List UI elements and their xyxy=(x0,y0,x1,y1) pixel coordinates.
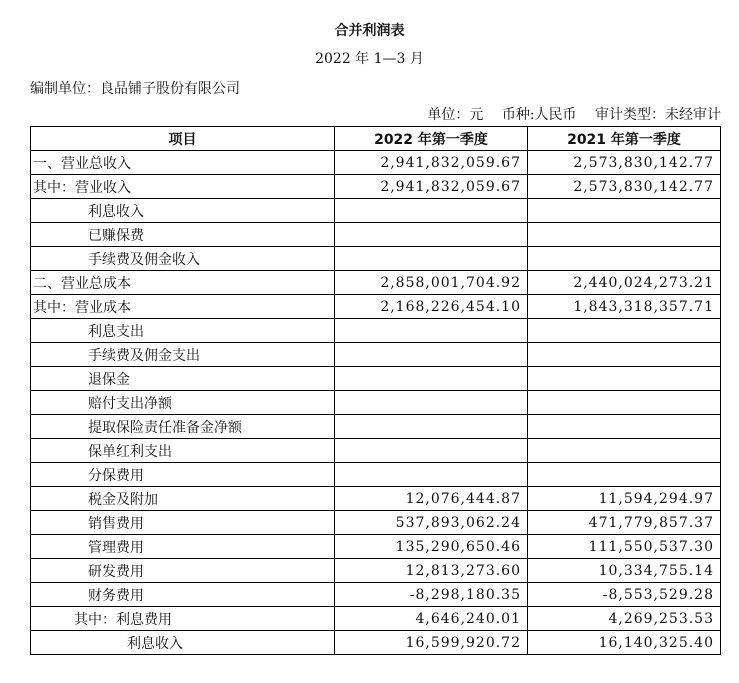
row-item-label: 利息收入 xyxy=(31,199,335,223)
prior-period-value xyxy=(528,367,721,391)
table-row xyxy=(31,439,721,463)
table-row xyxy=(31,559,721,583)
table-row xyxy=(31,391,721,415)
prior-period-value: 11,594,294.97 xyxy=(528,487,721,511)
row-item-label: 利息支出 xyxy=(31,319,335,343)
row-item-label: 其中：利息费用 xyxy=(31,607,335,631)
row-item-label: 一、营业总收入 xyxy=(31,151,335,175)
table-row xyxy=(31,247,721,271)
current-period-value xyxy=(335,439,528,463)
audit-type-label: 审计类型：未经审计 xyxy=(595,107,721,123)
column-header-prior: 2021 年第一季度 xyxy=(528,127,721,151)
current-period-value xyxy=(335,367,528,391)
current-period-value xyxy=(335,247,528,271)
current-period-value: 2,168,226,454.10 xyxy=(335,295,528,319)
prior-period-value: 111,550,537.30 xyxy=(528,535,721,559)
table-body xyxy=(31,151,721,655)
table-row xyxy=(31,535,721,559)
row-item-label: 其中：营业成本 xyxy=(31,295,335,319)
current-period-value xyxy=(335,391,528,415)
prior-period-value xyxy=(528,199,721,223)
income-statement-table xyxy=(30,126,721,655)
prior-period-value xyxy=(528,415,721,439)
current-period-value: 4,646,240.01 xyxy=(335,607,528,631)
row-item-label: 提取保险责任准备金净额 xyxy=(31,415,335,439)
row-item-label: 税金及附加 xyxy=(31,487,335,511)
current-period-value xyxy=(335,415,528,439)
table-row xyxy=(31,511,721,535)
row-item-label: 保单红利支出 xyxy=(31,439,335,463)
row-item-label: 赔付支出净额 xyxy=(31,391,335,415)
current-period-value: 12,813,273.60 xyxy=(335,559,528,583)
prior-period-value xyxy=(528,391,721,415)
row-item-label: 研发费用 xyxy=(31,559,335,583)
prior-period-value: 2,440,024,273.21 xyxy=(528,271,721,295)
row-item-label: 二、营业总成本 xyxy=(31,271,335,295)
table-row xyxy=(31,487,721,511)
table-row xyxy=(31,199,721,223)
current-period-value xyxy=(335,463,528,487)
table-row xyxy=(31,583,721,607)
current-period-value xyxy=(335,199,528,223)
report-period: 2022 年 1—3 月 xyxy=(315,51,424,67)
table-row xyxy=(31,463,721,487)
column-header-current: 2022 年第一季度 xyxy=(335,127,528,151)
unit-label: 单位：元 xyxy=(427,107,484,123)
column-header-item: 项目 xyxy=(31,127,335,151)
prior-period-value xyxy=(528,247,721,271)
prior-period-value: -8,553,529.28 xyxy=(528,583,721,607)
row-item-label: 财务费用 xyxy=(31,583,335,607)
row-item-label: 管理费用 xyxy=(31,535,335,559)
current-period-value: 16,599,920.72 xyxy=(335,631,528,655)
table-row xyxy=(31,295,721,319)
table-row xyxy=(31,631,721,655)
unit-line xyxy=(413,104,721,124)
prior-period-value xyxy=(528,343,721,367)
table-row xyxy=(31,151,721,175)
table-row xyxy=(31,607,721,631)
table-header-row xyxy=(31,127,721,151)
prior-period-value: 471,779,857.37 xyxy=(528,511,721,535)
row-item-label: 手续费及佣金收入 xyxy=(31,247,335,271)
row-item-label: 其中：营业收入 xyxy=(31,175,335,199)
prior-period-value: 4,269,253.53 xyxy=(528,607,721,631)
prior-period-value: 1,843,318,357.71 xyxy=(528,295,721,319)
current-period-value xyxy=(335,223,528,247)
current-period-value xyxy=(335,343,528,367)
row-item-label: 手续费及佣金支出 xyxy=(31,343,335,367)
current-period-value: -8,298,180.35 xyxy=(335,583,528,607)
table-row xyxy=(31,367,721,391)
table-row xyxy=(31,415,721,439)
current-period-value: 2,941,832,059.67 xyxy=(335,175,528,199)
table-row xyxy=(31,271,721,295)
row-item-label: 利息收入 xyxy=(31,631,335,655)
row-item-label: 已赚保费 xyxy=(31,223,335,247)
current-period-value: 12,076,444.87 xyxy=(335,487,528,511)
prior-period-value xyxy=(528,319,721,343)
current-period-value xyxy=(335,319,528,343)
table-row xyxy=(31,319,721,343)
current-period-value: 135,290,650.46 xyxy=(335,535,528,559)
report-title: 合并利润表 xyxy=(334,23,405,39)
table-row xyxy=(31,223,721,247)
prior-period-value: 16,140,325.40 xyxy=(528,631,721,655)
prior-period-value: 2,573,830,142.77 xyxy=(528,175,721,199)
prior-period-value xyxy=(528,223,721,247)
current-period-value: 2,941,832,059.67 xyxy=(335,151,528,175)
table-row xyxy=(31,175,721,199)
company-name: 编制单位：良品铺子股份有限公司 xyxy=(30,81,240,97)
current-period-value: 537,893,062.24 xyxy=(335,511,528,535)
prior-period-value xyxy=(528,439,721,463)
row-item-label: 销售费用 xyxy=(31,511,335,535)
prior-period-value xyxy=(528,463,721,487)
row-item-label: 分保费用 xyxy=(31,463,335,487)
current-period-value: 2,858,001,704.92 xyxy=(335,271,528,295)
table-row xyxy=(31,343,721,367)
row-item-label: 退保金 xyxy=(31,367,335,391)
prior-period-value: 10,334,755.14 xyxy=(528,559,721,583)
prior-period-value: 2,573,830,142.77 xyxy=(528,151,721,175)
currency-label: 币种:人民币 xyxy=(501,107,577,123)
